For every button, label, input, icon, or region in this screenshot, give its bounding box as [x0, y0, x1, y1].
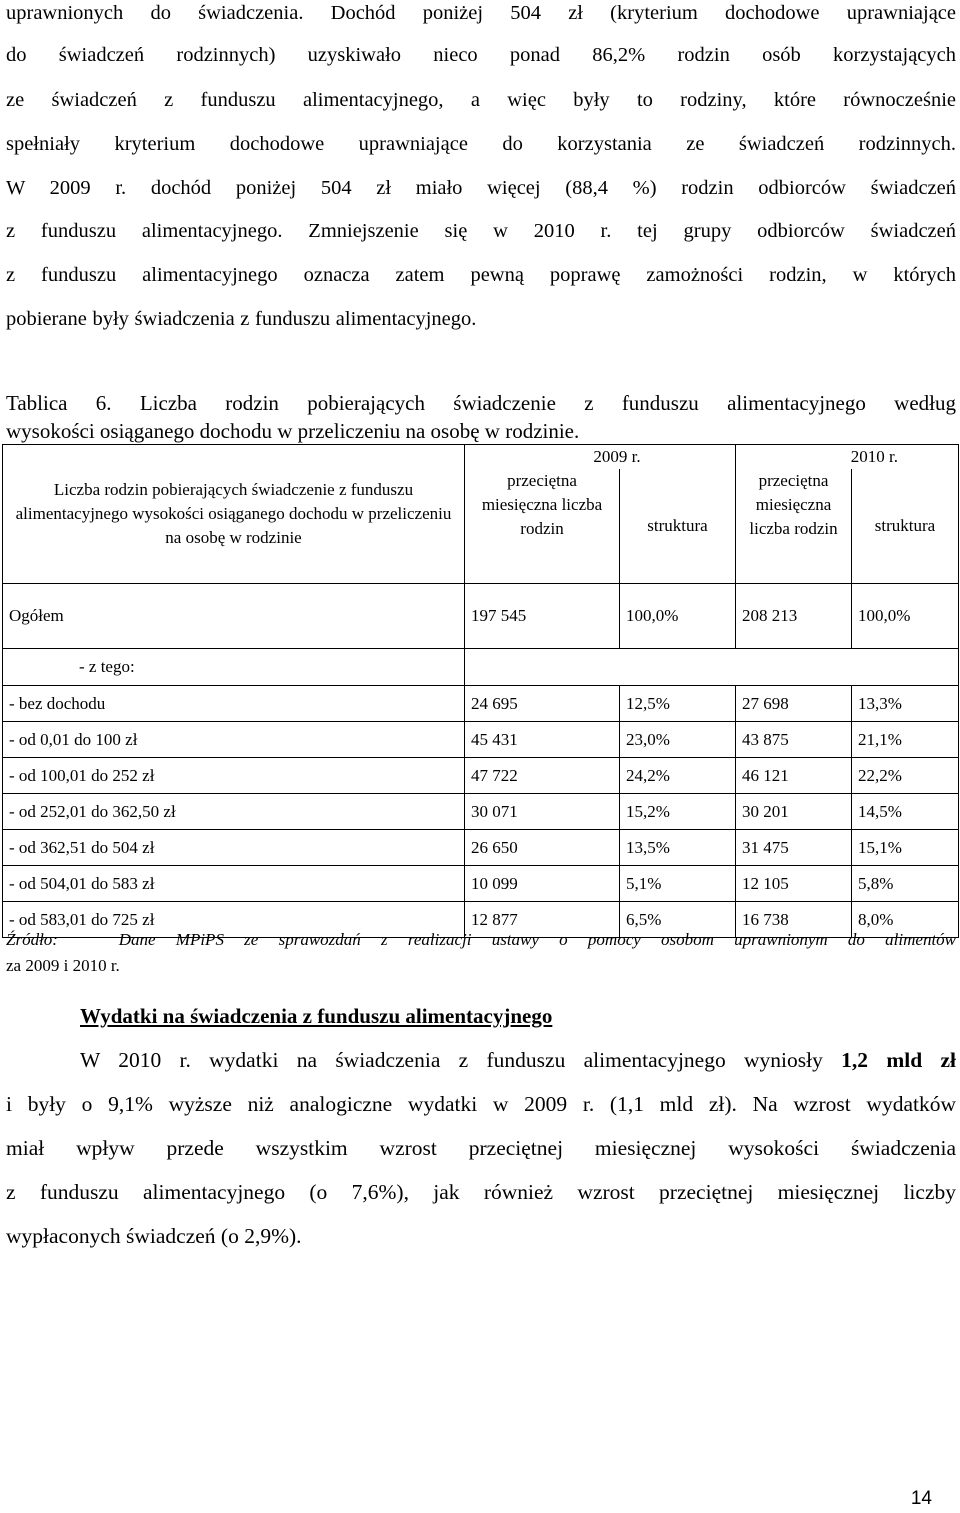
value-2009: 30 071	[465, 794, 620, 830]
paragraph-line: pobierane były świadczenia z funduszu alimentacyjnego.	[6, 308, 477, 330]
table-row	[3, 722, 959, 758]
page-number: 14	[910, 1488, 932, 1509]
value-2009: 12 877	[465, 902, 620, 938]
value-2009: 24 695	[465, 686, 620, 722]
value-2010: 46 121	[736, 758, 852, 794]
table-row	[3, 830, 959, 866]
value-2010: 12 105	[736, 866, 852, 902]
year-header-2010: 2010 r.	[736, 445, 959, 470]
row-label: - z tego:	[3, 649, 465, 686]
struct-2009: 13,5%	[620, 830, 736, 866]
table-row-total	[3, 584, 959, 649]
empty-cell	[465, 649, 959, 686]
paragraph-line: ze świadczeń z funduszu alimentacyjnego, a więc były to rodziny, które równocześnie	[6, 89, 956, 111]
paragraph-line: miał wpływ przede wszystkim wzrost przeciętnej miesięcznej wysokości świadczenia	[6, 1136, 956, 1160]
paragraph-bold: 1,2 mld zł	[841, 1048, 956, 1072]
row-label: Ogółem	[3, 584, 465, 649]
paragraph-text: W 2010 r. wydatki na świadczenia z funduszu alimentacyjnego wyniosły	[80, 1048, 842, 1072]
struct-2010: 15,1%	[852, 830, 959, 866]
paragraph-line: do świadczeń rodzinnych) uzyskiwało nieco ponad 86,2% rodzin osób korzystających	[6, 44, 956, 66]
struct-2009: 12,5%	[620, 686, 736, 722]
col-header-avg: przeciętna miesięczna liczba rodzin	[465, 469, 620, 584]
row-label: - od 0,01 do 100 zł	[3, 722, 465, 758]
value-2010: 27 698	[736, 686, 852, 722]
source-label: Źródło:	[6, 930, 58, 949]
paragraph-line: wypłaconych świadczeń (o 2,9%).	[6, 1224, 302, 1248]
struct-2010: 100,0%	[852, 584, 959, 649]
struct-2009: 15,2%	[620, 794, 736, 830]
value-2010: 43 875	[736, 722, 852, 758]
paragraph-line: i były o 9,1% wyższe niż analogiczne wydatki w 2009 r. (1,1 mld zł). Na wzrost wydatków	[6, 1092, 956, 1116]
data-table	[2, 444, 959, 938]
struct-2009: 23,0%	[620, 722, 736, 758]
row-header-cell: Liczba rodzin pobierających świadczenie z funduszu alimentacyjnego wysokości osiąganego dochodu w przeliczeniu na osobę w rodzinie	[3, 445, 465, 584]
struct-2009: 24,2%	[620, 758, 736, 794]
struct-2009: 5,1%	[620, 866, 736, 902]
table-row	[3, 794, 959, 830]
row-label: - od 252,01 do 362,50 zł	[3, 794, 465, 830]
struct-2009: 100,0%	[620, 584, 736, 649]
year-header-2009: 2009 r.	[465, 445, 736, 470]
section-heading: Wydatki na świadczenia z funduszu alimentacyjnego	[80, 1004, 553, 1028]
value-2010: 16 738	[736, 902, 852, 938]
value-2010: 208 213	[736, 584, 852, 649]
value-2009: 26 650	[465, 830, 620, 866]
value-2009: 10 099	[465, 866, 620, 902]
struct-2010: 8,0%	[852, 902, 959, 938]
paragraph-line	[80, 1048, 956, 1073]
value-2010: 30 201	[736, 794, 852, 830]
table-row	[3, 758, 959, 794]
col-header-struct: struktura	[852, 469, 959, 584]
paragraph-line: spełniały kryterium dochodowe uprawniające do korzystania ze świadczeń rodzinnych.	[6, 133, 956, 155]
struct-2010: 13,3%	[852, 686, 959, 722]
value-2010: 31 475	[736, 830, 852, 866]
row-label: - od 583,01 do 725 zł	[3, 902, 465, 938]
struct-2010: 14,5%	[852, 794, 959, 830]
table-row	[3, 866, 959, 902]
struct-2010: 22,2%	[852, 758, 959, 794]
value-2009: 47 722	[465, 758, 620, 794]
row-label: - od 100,01 do 252 zł	[3, 758, 465, 794]
table-header-row	[3, 445, 959, 470]
row-label: - bez dochodu	[3, 686, 465, 722]
value-2009: 197 545	[465, 584, 620, 649]
struct-2009: 6,5%	[620, 902, 736, 938]
table-caption: Tablica 6. Liczba rodzin pobierających świadczenie z funduszu alimentacyjnego według	[6, 391, 956, 415]
value-2009: 45 431	[465, 722, 620, 758]
table-row	[3, 686, 959, 722]
row-label: - od 504,01 do 583 zł	[3, 866, 465, 902]
struct-2010: 5,8%	[852, 866, 959, 902]
source-text: Dane MPiPS ze sprawozdań z realizacji ustawy o pomocy osobom uprawnionym do alimentów	[118, 930, 957, 949]
source-note	[6, 930, 956, 950]
paragraph-line: z funduszu alimentacyjnego oznacza zatem pewną poprawę zamożności rodzin, w których	[6, 264, 956, 286]
paragraph-line: W 2009 r. dochód poniżej 504 zł miało więcej (88,4 %) rodzin odbiorców świadczeń	[6, 177, 956, 199]
paragraph-line: z funduszu alimentacyjnego (o 7,6%), jak również wzrost przeciętnej miesięcznej liczby	[6, 1180, 956, 1204]
row-label: - od 362,51 do 504 zł	[3, 830, 465, 866]
struct-2010: 21,1%	[852, 722, 959, 758]
paragraph-line: z funduszu alimentacyjnego. Zmniejszenie się w 2010 r. tej grupy odbiorców świadczeń	[6, 220, 956, 242]
table-caption: wysokości osiąganego dochodu w przeliczeniu na osobę w rodzinie.	[6, 419, 580, 443]
source-note-cont: za 2009 i 2010 r.	[6, 956, 120, 975]
col-header-avg: przeciętna miesięczna liczba rodzin	[736, 469, 852, 584]
paragraph-line: uprawnionych do świadczenia. Dochód poniżej 504 zł (kryterium dochodowe uprawniające	[6, 2, 956, 24]
col-header-struct: struktura	[620, 469, 736, 584]
table-row-subheader	[3, 649, 959, 686]
